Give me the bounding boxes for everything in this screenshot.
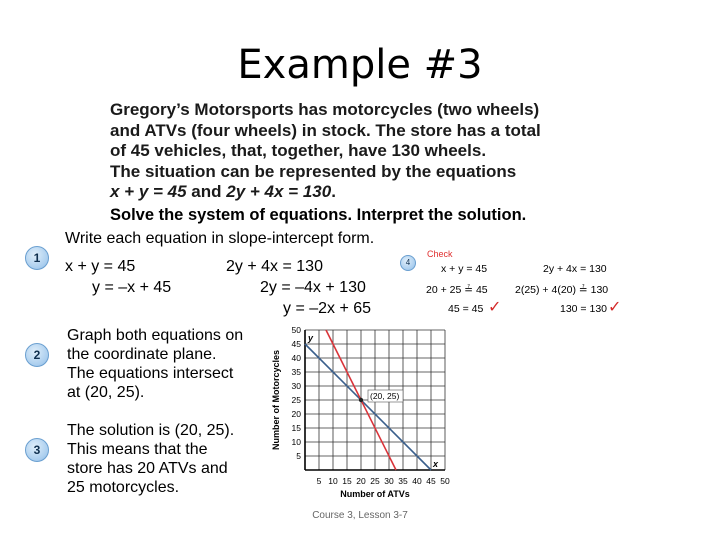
step-2-badge: 2: [25, 343, 49, 367]
task-statement: Solve the system of equations. Interpret the solution.: [110, 206, 527, 224]
problem-line: of 45 vehicles, that, together, have 130 wheels.: [110, 141, 487, 160]
check-left-eq: 20 + 25 ≟ 45: [426, 284, 488, 296]
step-1-heading: Write each equation in slope-intercept form.: [65, 230, 375, 247]
series-line-1: [305, 344, 431, 470]
step-3-text: The solution is (20, 25). This means that the store has 20 ATVs and 25 motorcycles.: [67, 422, 235, 496]
step-1-right-eq: 2y + 4x = 130: [226, 258, 323, 275]
step-1-left-eq: x + y = 45: [65, 258, 136, 275]
x-tick-label: 35: [398, 476, 408, 486]
step-3-badge: 3: [25, 438, 49, 462]
x-tick-label: 40: [412, 476, 422, 486]
and-word: and: [186, 182, 227, 201]
y-tick-label: 30: [291, 381, 301, 391]
y-tick-label: 10: [291, 437, 301, 447]
x-tick-label: 5: [316, 476, 322, 486]
y-tick-label: 5: [296, 451, 301, 461]
problem-statement: [110, 100, 610, 203]
footer-lesson-label: Course 3, Lesson 3-7: [312, 510, 408, 521]
x-tick-label: 30: [384, 476, 394, 486]
y-tick-label: 40: [291, 353, 301, 363]
step-2-text: Graph both equations on the coordinate plane. The equations intersect at (20, 25).: [67, 327, 244, 401]
y-axis-letter: y: [308, 333, 314, 343]
y-tick-label: 20: [291, 409, 301, 419]
problem-equations-line: [110, 182, 610, 203]
check-left-eq: 45 = 45: [448, 303, 484, 315]
intersection-label: (20, 25): [370, 391, 400, 401]
step-4-badge: 4: [400, 255, 416, 271]
x-tick-label: 50: [440, 476, 450, 486]
y-tick-label: 15: [291, 423, 301, 433]
x-tick-label: 15: [342, 476, 352, 486]
check-right-eq: 2y + 4x = 130: [543, 263, 607, 275]
equation-1: x + y = 45: [110, 182, 187, 201]
y-tick-label: 50: [291, 325, 301, 335]
page-title: Example #3: [237, 42, 483, 88]
step-1-right-eq: y = –2x + 65: [283, 300, 372, 317]
problem-line: and ATVs (four wheels) in stock. The store has a total: [110, 120, 541, 140]
period: .: [331, 182, 336, 201]
x-axis-letter: x: [433, 459, 439, 469]
step-1-right-eq: 2y = –4x + 130: [260, 279, 366, 296]
x-tick-label: 20: [356, 476, 366, 486]
x-tick-label: 10: [328, 476, 338, 486]
graph: [255, 320, 465, 505]
x-axis-title: Number of ATVs: [340, 489, 410, 499]
y-tick-label: 45: [291, 339, 301, 349]
check-left-eq: x + y = 45: [441, 263, 488, 275]
check-mark-icon: ✓: [608, 299, 622, 316]
step-1-badge: 1: [25, 246, 49, 270]
check-mark-icon: ✓: [488, 299, 502, 316]
check-label: Check: [427, 249, 453, 259]
intersection-point: [359, 398, 363, 402]
y-tick-label: 25: [291, 395, 301, 405]
check-right-eq: 130 = 130: [560, 303, 608, 315]
check-right-eq: 2(25) + 4(20) ≟ 130: [515, 284, 609, 296]
equation-2: 2y + 4x = 130: [226, 182, 332, 201]
problem-line: Gregory’s Motorsports has motorcycles (two wheels): [110, 100, 540, 119]
y-axis-title: Number of Motorcycles: [271, 349, 281, 451]
x-tick-label: 45: [426, 476, 436, 486]
problem-line: The situation can be represented by the equations: [110, 161, 517, 181]
x-tick-label: 25: [370, 476, 380, 486]
y-tick-label: 35: [291, 367, 301, 377]
step-1-left-eq: y = –x + 45: [92, 279, 172, 296]
